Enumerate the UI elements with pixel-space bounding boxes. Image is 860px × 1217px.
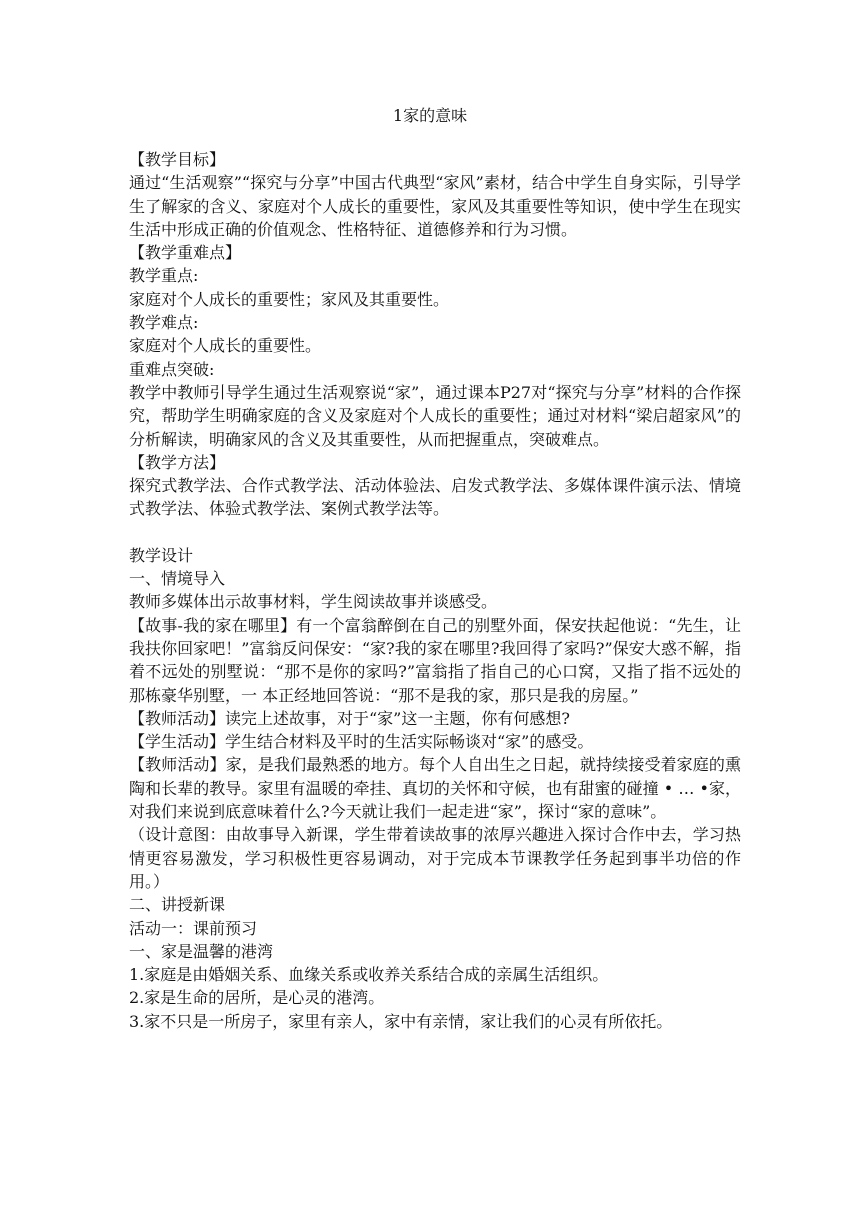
paragraph-teacher-activity-1: 【教师活动】读完上述故事，对于“家”这一主题，你有何感想? [129, 708, 570, 728]
document-title: 1家的意味 [392, 106, 468, 125]
section-heading-teaching-design: 教学设计 [129, 545, 194, 565]
subheading-home-harbor: 一、家是温馨的港湾 [129, 941, 274, 961]
subheading-new-lesson: 二、讲授新课 [129, 895, 226, 915]
paragraph-student-activity: 【学生活动】学生结合材料及平时的生活实际畅谈对“家”的感受。 [129, 732, 594, 752]
label-difficult-points: 教学难点: [129, 313, 199, 333]
section-heading-teaching-goals: 【教学目标】 [129, 150, 226, 169]
paragraph-design-intent: （设计意图：由故事导入新课，学生带着读故事的浓厚兴趣进入探讨合作中去，学习热情更容易激发，学习积极性更容易调动，对于完成本节课教学任务起到事半功倍的作用。） [129, 825, 741, 891]
paragraph-key-points: 家庭对个人成长的重要性；家风及其重要性。 [129, 289, 450, 309]
paragraph-difficult-points: 家庭对个人成长的重要性。 [129, 336, 322, 356]
section-heading-key-difficult-points: 【教学重难点】 [129, 243, 242, 263]
document-body [129, 148, 741, 1033]
blank-line [129, 521, 741, 544]
label-breakthrough: 重难点突破: [129, 359, 215, 379]
paragraph-teaching-goals: 通过“生活观察”“探究与分享”中国古代典型“家风”素材，结合中学生自身实际，引导学生了解家的含义、家庭对个人成长的重要性，家风及其重要性等知识，使中学生在现实生活中形成正确的价值观念、性格特征、道德修养和行为习惯。 [129, 173, 741, 239]
label-key-points: 教学重点: [129, 266, 199, 286]
subheading-activity-one: 活动一：课前预习 [129, 918, 258, 938]
paragraph-intro-instruction: 教师多媒体出示故事材料，学生阅读故事并谈感受。 [129, 592, 498, 612]
list-item-3: 3.家不只是一所房子，家里有亲人，家中有亲情，家让我们的心灵有所依托。 [129, 1011, 673, 1031]
section-heading-teaching-methods: 【教学方法】 [129, 452, 226, 472]
paragraph-breakthrough: 教学中教师引导学生通过生活观察说“家”，通过课本P27对“探究与分享”材料的合作探究，帮助学生明确家庭的含义及家庭对个人成长的重要性；通过对材料“梁启超家风”的分析解读，明确家风的含义及其重要性，从而把握重点，突破难点。 [129, 382, 741, 449]
paragraph-teaching-methods: 探究式教学法、合作式教学法、活动体验法、启发式教学法、多媒体课件演示法、情境式教学法、体验式教学法、案例式教学法等。 [129, 476, 741, 519]
paragraph-teacher-activity-2: 【教师活动】家，是我们最熟悉的地方。每个人自出生之日起，就持续接受着家庭的熏陶和长辈的教导。家里有温暖的牵挂、真切的关怀和守候，也有甜蜜的碰撞 • … •家，对我们来说到底意味着什么?今天就让我们一起走进“家”，探讨“家的意味”。 [129, 755, 741, 822]
list-item-2: 2.家是生命的居所，是心灵的港湾。 [129, 988, 385, 1008]
subheading-situation-intro: 一、情境导入 [129, 569, 226, 589]
list-item-1: 1.家庭是由婚姻关系、血缘关系或收养关系结合成的亲属生活组织。 [129, 965, 609, 985]
paragraph-story: 【故事-我的家在哪里】有一个富翁醉倒在自己的别墅外面，保安扶起他说：“先生，让我扶你回家吧！”富翁反问保安：“家?我的家在哪里?我回得了家吗?”保安大惑不解，指着不远处的别墅说：“那不是你的家吗?”富翁指了指自己的心口窝，又指了指不远处的那栋豪华别墅，一 本正经地回答说：“那不是我的家，那只是我的房屋。” [129, 615, 741, 705]
